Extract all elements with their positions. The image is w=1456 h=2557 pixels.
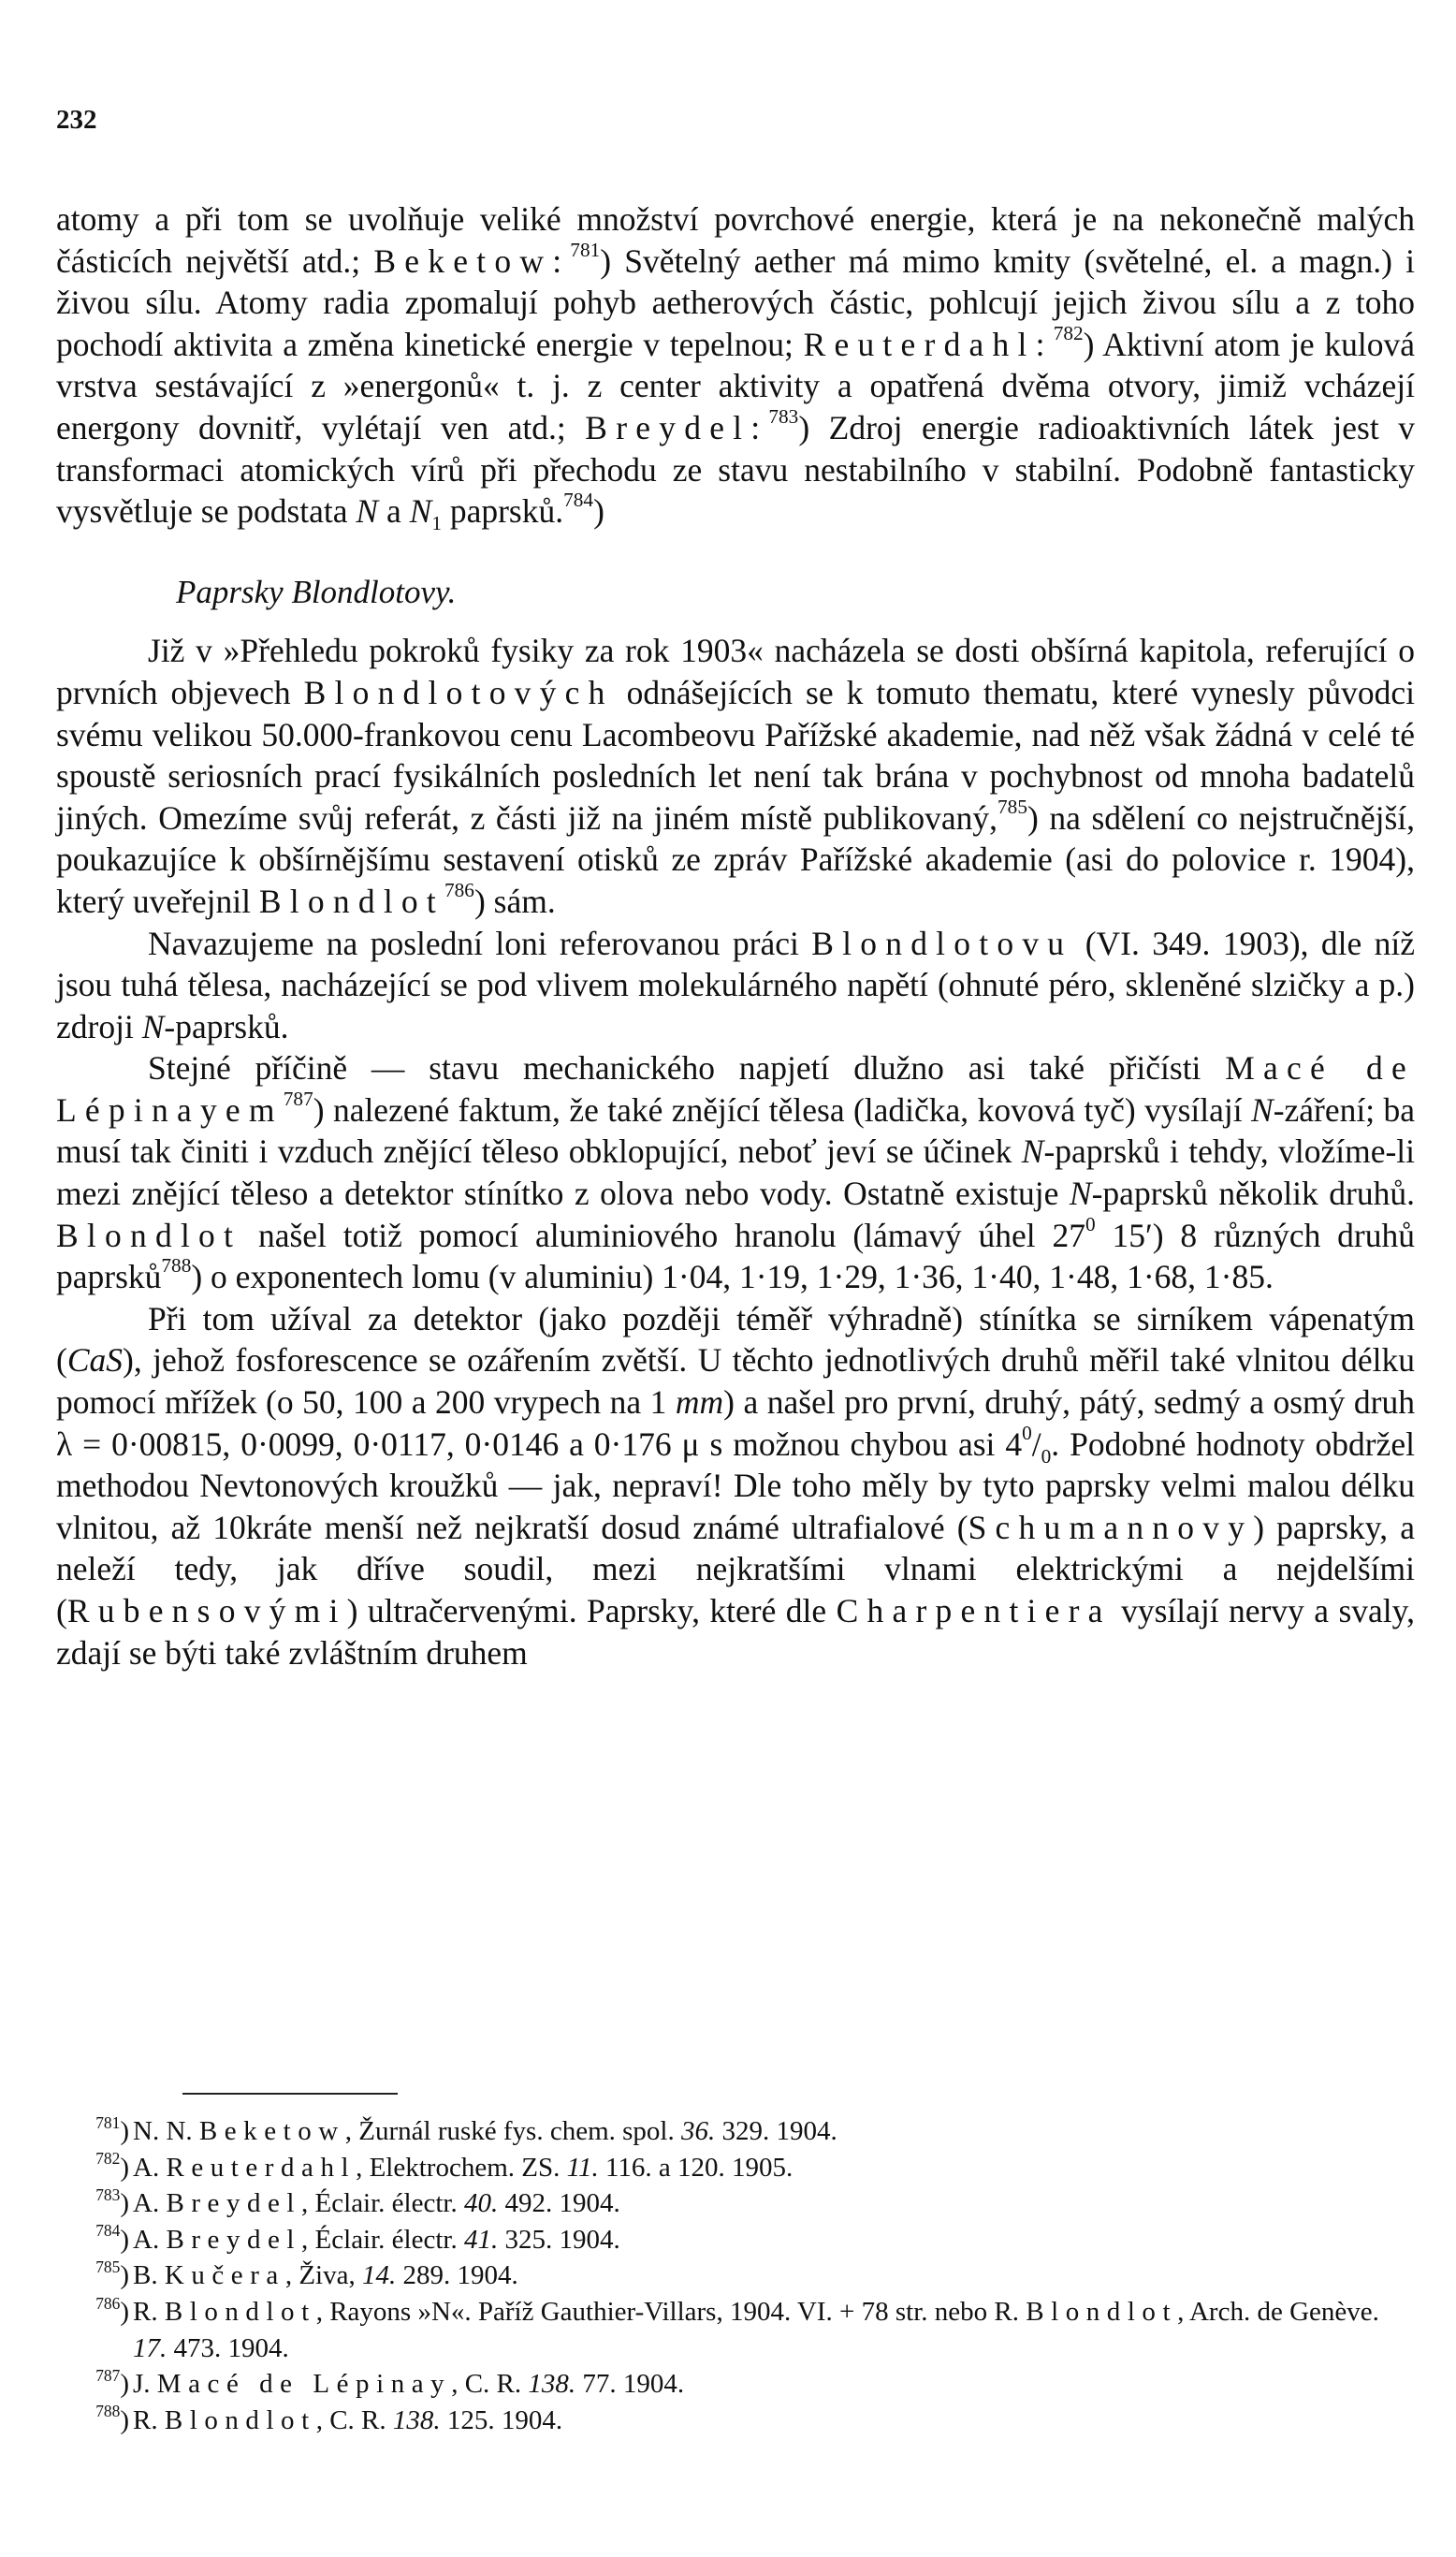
footnote-ref: 784 xyxy=(563,489,594,512)
footnote-ref: 787 xyxy=(283,1087,313,1110)
author-name: Breydel: xyxy=(585,408,769,446)
footnotes xyxy=(56,2113,1415,2438)
footnote-ref: 783 xyxy=(768,404,799,428)
paragraph: Navazujeme na poslední loni referovanou práci Blondlotovu (VI. 349. 1903), dle níž jsou tuhá tělesa, nacházející se pod vlivem molekulárného napětí (ohnuté péro, skleněné slzičky a p.) zdroji N-paprsků. xyxy=(56,924,1415,1045)
section-heading: Paprsky Blondlotovy. xyxy=(176,573,457,610)
footnote-ref: 788 xyxy=(161,1254,192,1278)
paragraph: atomy a při tom se uvolňuje veliké množství povrchové energie, která je na nekonečně malých částicích největší atd.; Beketow:$^{781}$) Světelný aether má mimo kmity (světelné, el. a magn.) i živou sílu. Atomy radia zpomalují pohyb aetherových částic, pohlcují jejich živou sílu a z toho pochodí aktivita a změna kinetické energie v tepelnou; Reuterdahl:$^{782}$) Aktivní atom je kulová vrstva sestávající z »energonů« t. j. z center aktivity a opatřená dvěma otvory, jimiž vcházejí energony dovnitř, vylétají ven atd.; Breydel:$^{783}$) Zdroj energie radioaktivních látek jest v transformaci atomických vírů při přechodu ze stavu nestabilního v stabilní. Podobně fantasticky vysvětluje se podstata N a $N_1$ paprsků.$^{784}$) xyxy=(56,200,1415,535)
footnote-ref: 781 xyxy=(570,238,601,261)
footnote-divider xyxy=(182,2093,398,2095)
main-text xyxy=(56,198,1415,1673)
footnote: $^{781}$) N. N. Beketow, Žurnál ruské fys. chem. spol. 36. 329. 1904. xyxy=(95,2112,837,2146)
author-name: Rubensovými xyxy=(66,1592,347,1629)
footnote: $^{783}$) A. Breydel, Éclair. électr. 40. 492. 1904. xyxy=(95,2184,620,2219)
footnote: $^{785}$) B. Kučera, Živa, 14. 289. 1904. xyxy=(95,2257,518,2291)
footnote: $^{787}$) J. Macé de Lépinay, C. R. 138. 77. 1904. xyxy=(95,2365,685,2400)
footnote-ref: 785 xyxy=(997,795,1027,818)
author-name: Schumannovy xyxy=(968,1508,1254,1546)
paragraph: Stejné příčině — stavu mechanického napjetí dlužno asi také přičísti Macé de Lépinayem$^{787}$) nalezené faktum, že také znějící tělesa (ladička, kovová tyč) vysílají N-záření; ba musí tak činiti i vzduch znějící těleso obklopující, neboť jeví se účinek N-paprsků i tehdy, vložíme-li mezi znějící těleso a detektor stínítko z olova nebo vody. Ostatně existuje N-paprsků několik druhů. Blondlot našel totiž pomocí aluminiového hranolu (lámavý úhel $27^0$ 15′) 8 různých druhů paprsků$^{788}$) o exponentech lomu (v aluminiu) 1·04, 1·19, 1·29, 1·36, 1·40, 1·48, 1·68, 1·85. xyxy=(56,1049,1416,1296)
author-name: Blondlot xyxy=(258,882,444,920)
footnote: $^{788}$) R. Blondlot, C. R. 138. 125. 1904. xyxy=(95,2402,563,2435)
author-name: Reuterdahl: xyxy=(803,325,1054,363)
author-name: Beketow: xyxy=(373,241,571,280)
author-name: Charpentiera xyxy=(836,1592,1112,1629)
page-number: 232 xyxy=(56,105,97,135)
paragraph: Již v »Přehledu pokroků fysiky za rok 1903« nacházela se dosti obšírná kapitola, referující o prvních objevech Blondlotových odnášejících se k tomuto thematu, které vynesly původci svému velikou 50.000-frankovou cenu Lacombeovu Pařížské akademie, nad něž však žádná v celé té spoustě seriosních prací fysikálních posledních let není tak brána v pochybnost od mnoha badatelů jiných. Omezíme svůj referát, z části již na jiném místě publikovaný,$^{785}$) na sdělení co nejstručnější, poukazujíce k obšírnějšímu sestavení otisků ze zpráv Pařížské akademie (asi do polovice r. 1904), který uveřejnil Blondlot$^{786}$) sám. xyxy=(56,632,1415,920)
author-name: Macé de Lépinayem xyxy=(56,1049,1415,1129)
author-name: Blondlotovu xyxy=(811,924,1073,962)
author-name: Blondlotových xyxy=(303,673,614,711)
footnote-ref: 782 xyxy=(1053,321,1084,344)
author-name: Blondlot xyxy=(56,1216,242,1254)
footnote: $^{782}$) A. Reuterdahl, Elektrochem. ZS. 11. 116. a 120. 1905. xyxy=(95,2149,794,2183)
paragraph: Při tom užíval za detektor (jako později téměř výhradně) stínítka se sirníkem vápenatým (CaS), jehož fosforescence se ozářením zvětší. U těchto jednotlivých druhů měřil také vlnitou délku pomocí mřížek (o 50, 100 a 200 vrypech na 1 mm) a našel pro první, druhý, pátý, sedmý a osmý druh λ = 0·00815, 0·0099, 0·0117, 0·0146 a 0·176 μ s možnou chybou asi $4^0/_0$. Podobné hodnoty obdržel methodou Nevtonových kroužků — jak, nepraví! Dle toho měly by tyto paprsky velmi malou délku vlnitou, až 10kráte menší než nejkratší dosud známé ultrafialové (Schumannovy) paprsky, a neleží tedy, jak dříve soudil, mezi nejkratšími vlnami elektrickými a nejdelšími (Rubensovými) ultračervenými. Paprsky, které dle Charpentiera vysílají nervy a svaly, zdají se býti také zvláštním druhem xyxy=(56,1299,1415,1672)
footnote: $^{784}$) A. Breydel, Éclair. électr. 41. 325. 1904. xyxy=(95,2221,620,2255)
footnote-ref: 786 xyxy=(444,878,474,901)
footnote: $^{786}$) R. Blondlot, Rayons »N«. Paříž Gauthier-Villars, 1904. VI. + 78 str. nebo R. Blondlot, Arch. de Genève. 17. 473. 1904. xyxy=(95,2293,1379,2363)
